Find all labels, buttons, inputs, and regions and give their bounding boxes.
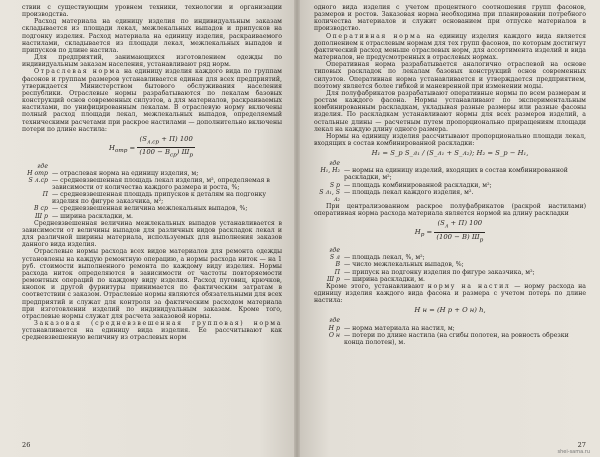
left-paragraph-2: Для предприятий, занимающихся изготовлением одежды по индивидуальным заказам населения, устанавливают ряд норм. (22, 54, 282, 69)
where-list-4: где Н р — норма материала на настил, м; О н — потери по длине настила (на сгибы полотен, на ровность обрезки конца полотен), м. (328, 317, 569, 346)
right-paragraph-5: Нормы на единицу изделия рассчитывают пропорционально площади лекал, входящих в состав комбинированной раскладки: (314, 132, 586, 147)
left-page (0, 0, 294, 457)
formula-combined-layout: Н₁ = S_р S_л₁ / (S_л₁ + S_л₂); Н₂ = S_р − Н₁, (371, 149, 529, 158)
right-paragraph-1: одного вида изделия с учетом процентного соотношения групп фасонов, размеров и ростов. Заказовая норма необходима при планировании потребного количества материалов и служит основанием при отпуске материалов в производство. (314, 4, 586, 33)
formula-layout-length: $Н_р$ = $\frac{(S_л + П) 100}{(100 - В) Ш_р}$ (414, 219, 484, 244)
right-paragraph-2: Оперативная норма на единицу изделия каждого вида является дополнением к отраслевым нормам для тех групп фасонов, по которым достигнут фактический расход меньше отраслевых норм, для ассортимента изделий и вида материалов, не предусмотренных в отраслевых нормах. (314, 32, 587, 62)
term-otraslevaya-norma: Отраслевая норма (34, 68, 122, 76)
where-label: где (37, 162, 48, 170)
left-paragraph-1: Расход материала на единицу изделия по индивидуальным заказам складывается из площади лекал, межлекальных выпадов и припусков на подгонку изделия. Расход материала на единицу изделия, раскраиваемого настилами, складывается из площади лекал, межлекальных выпадов и припусков по длине настила. (22, 18, 282, 54)
right-paragraph-7: Кроме этого, устанавливают норму на настил — норму расхода на единицу изделия каждого вида фасона и размера с учетом потерь по длине настила: (314, 282, 586, 305)
formula-nastil: Н н = (Н р + О н) h, (414, 306, 486, 315)
term-zakazovaya-norma: Заказовая (средневзвешенная групповая) норма (34, 319, 282, 327)
watermark: shei-sama.ru (557, 449, 590, 455)
left-top-lines: ствии с существующим уровнем техники, технологии и организации производства. (22, 4, 282, 19)
where-list-2: где Н₁, Н₂ — нормы на единицу изделий, входящих в состав комбинированной раскладки, м²; S р — площадь комбинированной раскладки, м²; S л₁, S л₂ — площадь лекал каждого изделия, м². (319, 160, 568, 203)
left-paragraph-5: Отраслевые нормы расхода всех видов материалов для ремонта одежды установлены на каждую ремонтную операцию, а нормы расхода ниток — на 1 руб. стоимости выполненного ремонта по каждому виду изделия. Нормы расхода ниток определяются в зависимости от частоты повторяемости ремонтных операций по каждому виду изделия. Расход пуговиц, крючков, кнопок и другой фурнитуры принимается по фактическим затратам в соответствии с заказом. Отраслевые нормы являются обязательными для всех предприятий и служат для контроля за фактическим расходом материала при изготовлении изделий по индивидуальным заказам. Кроме того, отраслевые нормы служат для расчета заказовой нормы. (22, 248, 282, 320)
where-list-1: где Н отр — отраслевая норма на единицу изделия, м; S л.ср — средневзвешенная площадь лекал изделия, м², определяемая в зависимости от количества каждого размера и роста, %; П — средневзвешенная площадь припусков к деталям на подгонку изделия по фигуре заказчика, м²; В ср — средневзвешенная величина межлекальных выпадов, %; Ш р — ширина раскладки, м. (22, 163, 282, 220)
left-paragraph-3: Отраслевая норма на единицу изделия каждого вида по группам фасонов и группам размеров устанавливается единая для всех предприятий, утверждается Министерством бытового обслуживания населения республики. Отраслевые нормы разрабатываются по лекалам базовых конструкций основ современных силуэтов, а для материалов, раскраиваемых настилами, по унифицированным лекалам. В отраслевую норму включены полный расход площади лекал, межлекальных выпадов, определяемый техническими расчетами при раскрое настилами — дополнительно включены потери по длине настила: (22, 68, 282, 133)
right-paragraph-4: Для полуфабрикатов разрабатывают оперативные нормы по всем размерам и ростам каждого фасона. Нормы устанавливают по экспериментальным комбинированным раскладкам, укладывая разные размеры или разные фасоны изделия. По раскладкам устанавливают нормы для всех размеров изделий, а остальные длины — расчетным путем пропорционально приращениям площади лекал на каждую длину одного размера. (314, 89, 586, 133)
where-list-3: где S л — площадь лекал, %, м²; В — число межлекальных выпадов, %; П — припуск на подгонку изделия по фигуре заказчика, м²; Ш р — ширина раскладки, м. (327, 247, 535, 283)
right-page (300, 0, 600, 457)
right-paragraph-6: При централизованном раскрое полуфабрикатов (раскрой настилами) оперативная норма расхода материала является нормой на длину раскладки (314, 203, 586, 218)
right-paragraph-3: Оперативная норма разрабатывается аналогично отраслевой на основе типовых раскладок по лекалам базовых конструкций основ современных силуэтов. Оперативная норма устанавливается и утверждается предприятием, поэтому является более гибкой и маневренной при изменении моды. (314, 61, 586, 90)
page-number-left: 26 (22, 441, 31, 449)
left-paragraph-4: Средневзвешенная величина межлекальных выпадов устанавливается в зависимости от величины выпадов для различных видов раскладок лекал и для различной ширины материала, используемых для выполнения заказов данного вида изделия. (22, 219, 282, 249)
term-operativnaya-norma: Оперативная норма (326, 32, 422, 40)
page-number-right: 27 (577, 441, 586, 449)
formula-otraslevaya: $Н_{отр}$ = $\frac{(S_{л.ср} + П) 100}{(100 - В_{ср}) Ш_р}$ (109, 134, 193, 159)
left-paragraph-6: Заказовая (средневзвешенная групповая) норма устанавливается на единицу вида изделия. Ее рассчитывают как средневзвешенную величину из отраслевых норм (22, 319, 282, 342)
term-norma-na-nastil: норму на настил (427, 282, 511, 290)
